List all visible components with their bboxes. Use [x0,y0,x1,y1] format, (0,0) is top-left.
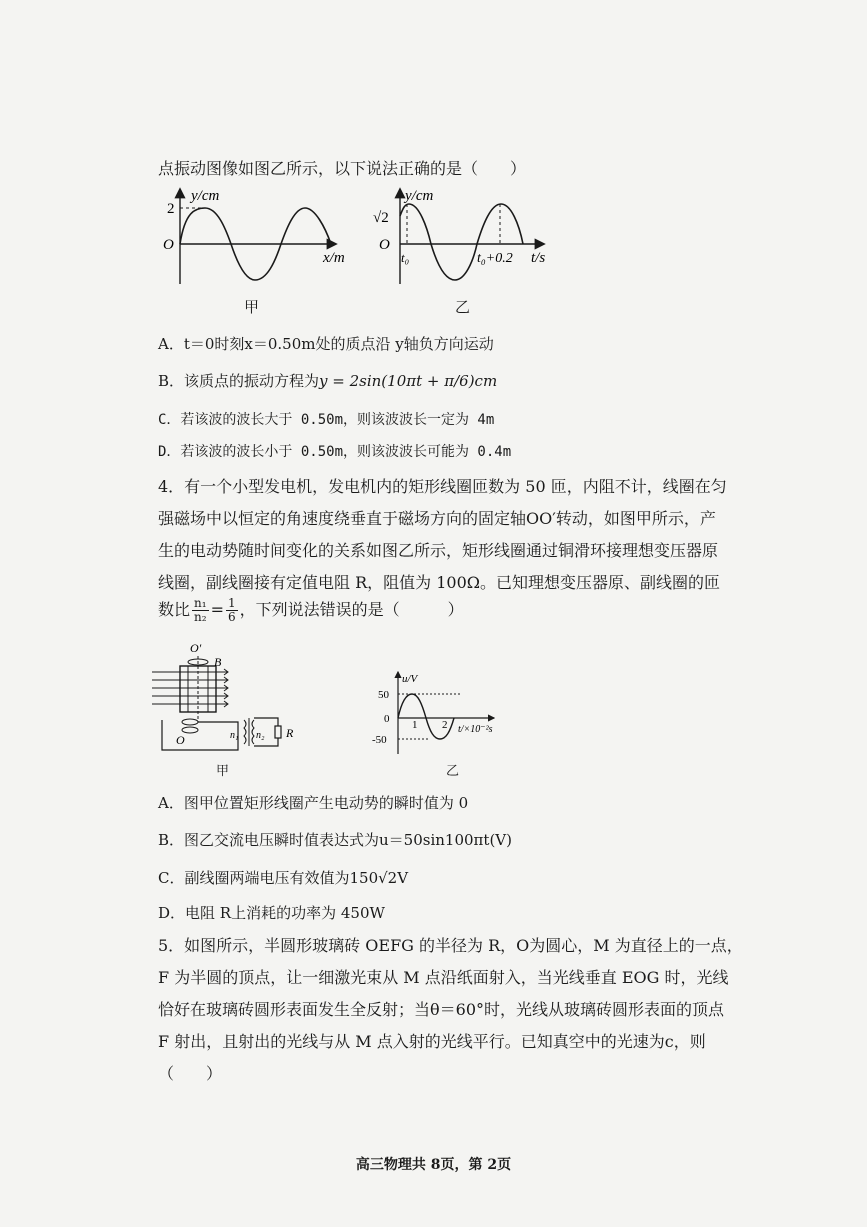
q4-line-3: 生的电动势随时间变化的关系如图乙所示，矩形线圈通过铜滑环接理想变压器原 [158,541,719,560]
q4-yi-y-label: u/V [402,673,418,685]
q3-figure-jia-caption: 甲 [244,298,260,316]
q5-line-2: F 为半圆的顶点，让一细激光束从 M 点沿纸面射入，当光线垂直 EOG 时，光线 [158,968,729,987]
q4-option-d: D．电阻 R上消耗的功率为 450W [158,904,385,922]
q3-option-b-formula: y = 2sin(10πt + π/6)cm [319,372,498,390]
q4-ratio-num: n₁ [194,596,207,610]
q4-n2-label: n₂ [256,730,265,741]
q4-line-5 [158,597,464,624]
q4-ratio-value [226,597,238,624]
q4-yi-t1: 1 [412,719,418,731]
q4-o-label: O [176,733,185,747]
q3-option-d: D．若该波的波长小于 0.50m，则该波波长可能为 0.4m [158,444,512,460]
q4-figure-jia-caption: 甲 [216,764,230,779]
q4-ratio-den: n₂ [194,610,207,624]
q3-option-a: A．t＝0时刻x＝0.50m处的质点沿 y轴负方向运动 [158,335,494,353]
q4-r-label: R [286,726,294,740]
yi-x-label: t/s [531,250,546,266]
q3-option-b-prefix: B．该质点的振动方程为 [158,372,320,390]
q4-n1-label: n₁ [230,730,239,741]
yi-t1-label: t₀+0.2 [477,251,513,266]
q4-option-a: A．图甲位置矩形线圈产生电动势的瞬时值为 0 [158,794,469,812]
page-footer: 高三物理共 8页，第 2页 [355,1157,512,1173]
q4-line-4: 线圈，副线圈接有定值电阻 R，阻值为 100Ω。已知理想变压器原、副线圈的匝 [158,573,721,592]
q4-line-5-prefix: 数比 [158,600,191,619]
q4-line-2: 强磁场中以恒定的角速度绕垂直于磁场方向的固定轴OO′转动，如图甲所示，产 [158,509,716,528]
q5-line-5: （ ） [158,1064,223,1083]
q4-option-c: C．副线圈两端电压有效值为150√2V [158,869,409,887]
q3-intro: 点振动图像如图乙所示，以下说法正确的是（ ） [158,159,527,178]
yi-y-label: y/cm [405,188,434,204]
q4-axis-label: O′ [190,641,202,655]
q3-option-c: C．若该波的波长大于 0.50m，则该波波长一定为 4m [158,412,495,428]
q4-option-b: B．图乙交流电压瞬时值表达式为u＝50sin100πt(V) [158,831,512,849]
q4-ratio-val-num: 1 [227,596,236,610]
jia-x-label: x/m [323,250,345,266]
q3-option-b [158,370,497,391]
q4-yi-x-label: t/×10⁻²s [458,724,493,735]
q4-figure-yi [370,668,510,758]
jia-amp-label: 2 [167,201,175,217]
q4-ratio-fraction [192,597,209,624]
q4-ratio-eq: = [210,600,224,619]
q4-line-1: 4．有一个小型发电机，发电机内的矩形线圈匝数为 50 匝，内阻不计，线圈在匀 [158,477,727,496]
q4-ratio-val-den: 6 [227,610,236,624]
q4-yi-v-zero: 0 [384,713,390,725]
q3-figure-yi-caption: 乙 [455,298,471,316]
q5-line-4: F 射出，且射出的光线与从 M 点入射的光线平行。已知真空中的光速为c，则 [158,1032,706,1051]
q4-yi-t2: 2 [442,719,448,731]
jia-origin: O [163,237,174,253]
q4-figure-jia [150,640,310,760]
q5-line-3: 恰好在玻璃砖圆形表面发生全反射；当θ＝60°时，光线从玻璃砖圆形表面的顶点 [158,1000,724,1019]
q3-figure-yi [365,182,555,292]
jia-y-label: y/cm [191,188,220,204]
q5-line-1: 5．如图所示，半圆形玻璃砖 OEFG 的半径为 R，O为圆心，M 为直径上的一点， [158,936,743,955]
q4-yi-v-neg: -50 [372,734,387,746]
yi-amp-label: √2 [373,210,389,226]
q4-b-label: B [214,655,222,669]
yi-t0-label: t₀ [401,250,410,265]
yi-origin: O [379,237,390,253]
q4-line-5-suffix: ，下列说法错误的是（ ） [239,600,464,619]
q4-yi-v-pos: 50 [378,689,389,701]
q4-figure-yi-caption: 乙 [446,764,460,779]
q3-figure-jia [155,182,355,292]
